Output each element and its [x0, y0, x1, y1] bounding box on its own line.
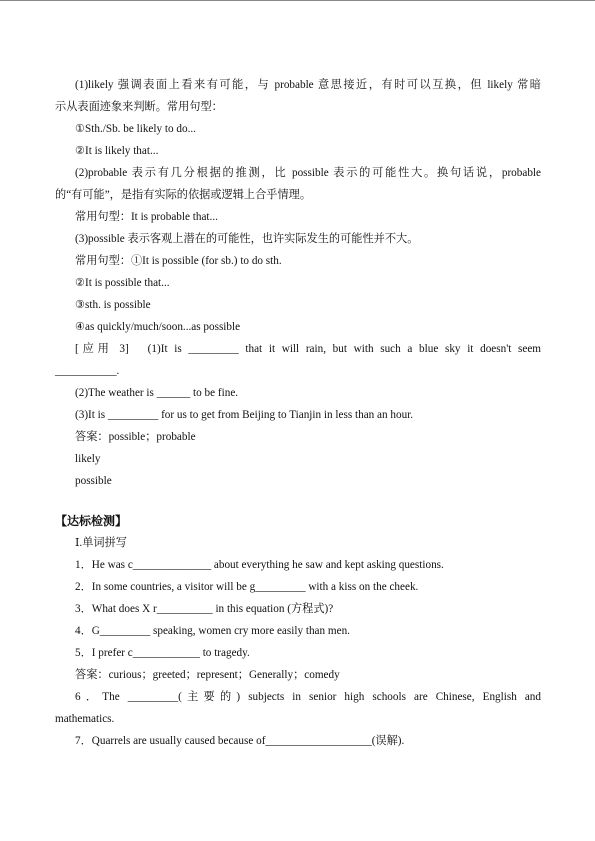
document-page — [55, 74, 541, 752]
test-question-2: 2．In some countries, a visitor will be g_________ with a kiss on the cheek. — [75, 581, 419, 593]
probable-explanation-line-2: 的“有可能”，是指有实际的依据或逻辑上合乎情理。 — [55, 189, 312, 201]
apply-question-3: (3)It is _________ for us to get from Beijing to Tianjin in less than an hour. — [75, 409, 414, 421]
apply-question-1-line-2: ___________. — [55, 365, 120, 377]
test-question-4: 4．G_________ speaking, women cry more easily than men. — [75, 625, 350, 637]
likely-explanation-line-1: (1)likely 强调表面上看来有可能，与 probable 意思接近，有时可以互换，但 likely 常暗 — [75, 79, 541, 91]
part-heading: Ⅰ.单词拼写 — [75, 537, 127, 549]
apply-answer-1: 答案：possible；probable — [75, 431, 196, 443]
test-answers: 答案：curious；greeted；represent；Generally；comedy — [75, 669, 340, 681]
test-question-7: 7．Quarrels are usually caused because of___________________(误解). — [75, 735, 405, 747]
possible-explanation: (3)possible 表示客观上潜在的可能性，也许实际发生的可能性并不大。 — [75, 233, 419, 245]
section-title: 【达标检测】 — [55, 514, 128, 528]
likely-explanation-line-2: 示从表面迹象来判断。常用句型： — [55, 101, 223, 113]
probable-pattern: 常用句型：It is probable that... — [75, 211, 218, 223]
apply-answer-3: possible — [75, 475, 112, 487]
test-question-6-line-1: 6．The _________(主要的) subjects in senior high schools are Chinese, English and — [75, 691, 541, 703]
section-gap — [55, 492, 541, 510]
possible-pattern-4: ④as quickly/much/soon...as possible — [75, 321, 241, 333]
possible-pattern-1: 常用句型：①It is possible (for sb.) to do sth. — [75, 255, 282, 267]
test-question-3: 3．What does X r__________ in this equation (方程式)? — [75, 603, 334, 615]
apply-question-1-line-1: [应用 3] (1)It is _________ that it will rain, but with such a blue sky it doesn't seem — [75, 343, 541, 355]
test-question-5: 5．I prefer c____________ to tragedy. — [75, 647, 250, 659]
apply-answer-2: likely — [75, 453, 101, 465]
top-rule — [0, 0, 595, 1]
likely-pattern-2: ②It is likely that... — [75, 145, 159, 157]
test-question-6-line-2: mathematics. — [55, 713, 115, 725]
apply-question-2: (2)The weather is ______ to be fine. — [75, 387, 239, 399]
possible-pattern-3: ③sth. is possible — [75, 299, 151, 311]
likely-pattern-1: ①Sth./Sb. be likely to do... — [75, 123, 196, 135]
test-question-1: 1．He was c______________ about everything he saw and kept asking questions. — [75, 559, 444, 571]
possible-pattern-2: ②It is possible that... — [75, 277, 170, 289]
probable-explanation-line-1: (2)probable 表示有几分根据的推测，比 possible 表示的可能性大。换句话说，probable — [75, 167, 541, 179]
